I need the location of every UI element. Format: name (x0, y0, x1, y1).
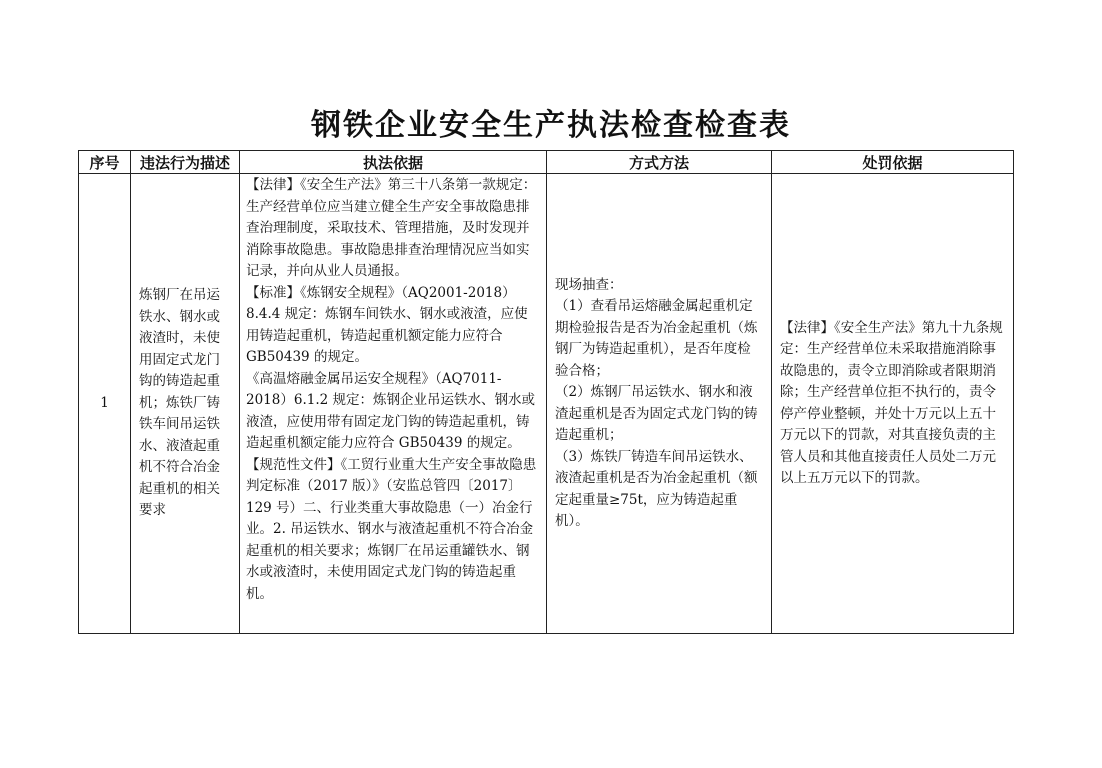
document-title: 钢铁企业安全生产执法检查检查表 (311, 108, 791, 143)
method-item-1: （1）查看吊运熔融金属起重机定期检验报告是否为冶金起重机（炼钢厂为铸造起重机），是否年度检验合格； (555, 298, 758, 379)
cell-seq: 1 (79, 174, 131, 634)
method-intro: 现场抽查： (555, 276, 623, 293)
basis-standard-steelmaking: 【标准】《炼钢安全规程》（AQ2001-2018）8.4.4 规定：炼钢车间铁水、钢水或液渣，应使用铸造起重机，铸造起重机额定能力应符合 GB50439 的规定。 (246, 284, 528, 365)
cell-description: 炼钢厂在吊运铁水、钢水或液渣时，未使用固定式龙门钩的铸造起重机；炼铁厂铸铁车间吊运铁水、液渣起重机不符合冶金起重机的相关要求 (131, 174, 240, 634)
method-item-3: （3）炼铁厂铸造车间吊运铁水、液渣起重机是否为冶金起重机（额定起重量≥75t，应为铸造起重机）。 (555, 448, 758, 529)
basis-standard-molten-metal: 《高温熔融金属吊运安全规程》（AQ7011-2018）6.1.2 规定：炼钢企业吊运铁水、钢水或液渣，应使用带有固定龙门钩的铸造起重机，铸造起重机额定能力应符合 GB50439 的规定。 (246, 370, 535, 451)
header-basis: 执法依据 (240, 151, 547, 174)
header-description: 违法行为描述 (131, 151, 240, 174)
basis-normative-document: 【规范性文件】《工贸行业重大生产安全事故隐患判定标准（2017 版）》（安监总管四〔2017〕129 号）二、行业类重大事故隐患（一）冶金行业。2. 吊运铁水、钢水与液渣起重机不符合冶金起重机的相关要求；炼钢厂在吊运重罐铁水、钢水或液渣时，未使用固定式龙门钩的铸造起重机。 (246, 456, 537, 602)
table-row (79, 174, 1014, 634)
cell-method (547, 174, 772, 634)
inspection-table (78, 150, 1014, 634)
method-item-2: （2）炼钢厂吊运铁水、钢水和液渣起重机是否为固定式龙门钩的铸造起重机； (555, 384, 758, 443)
header-seq: 序号 (79, 151, 131, 174)
header-method: 方式方法 (547, 151, 772, 174)
cell-basis (240, 174, 547, 634)
cell-penalty: 【法律】《安全生产法》第九十九条规定：生产经营单位未采取措施消除事故隐患的，责令立即消除或者限期消除；生产经营单位拒不执行的，责令停产停业整顿，并处十万元以上五十万元以下的罚款，对其直接负责的主管人员和其他直接责任人员处二万元以上五万元以下的罚款。 (772, 174, 1014, 634)
header-penalty: 处罚依据 (772, 151, 1014, 174)
table-header-row (79, 151, 1014, 174)
basis-law: 【法律】《安全生产法》第三十八条第一款规定：生产经营单位应当建立健全生产安全事故隐患排查治理制度，采取技术、管理措施，及时发现并消除事故隐患。事故隐患排查治理情况应当如实记录，并向从业人员通报。 (246, 177, 537, 279)
